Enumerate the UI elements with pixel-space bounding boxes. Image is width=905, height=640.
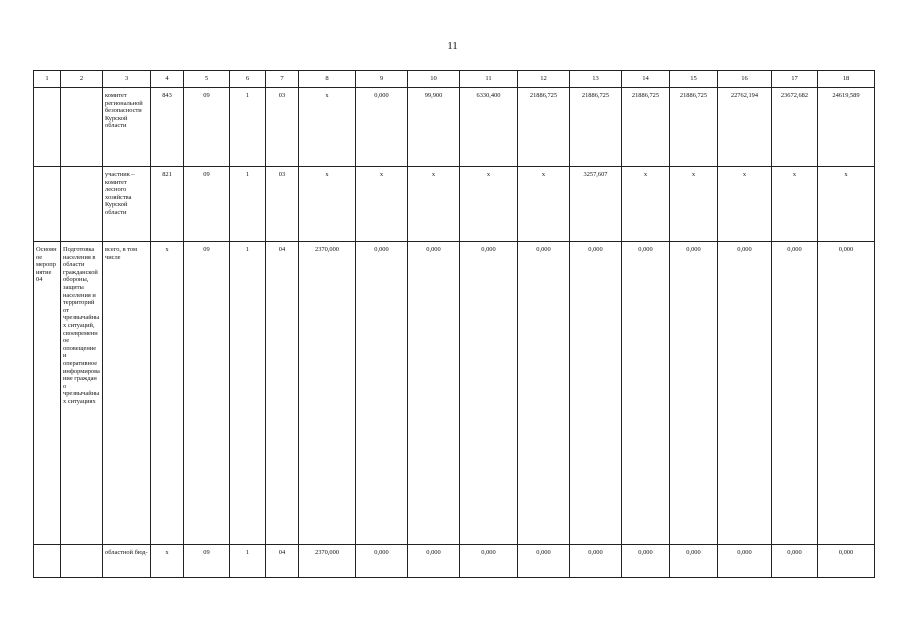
table-cell: 6330,400 xyxy=(460,88,518,167)
table-cell: x xyxy=(151,242,184,545)
table-cell: x xyxy=(408,167,460,242)
column-header: 9 xyxy=(356,71,408,88)
table-cell: всего, в том числе xyxy=(103,242,151,545)
table-cell: 0,000 xyxy=(718,242,772,545)
table-cell: 0,000 xyxy=(718,545,772,578)
table-row xyxy=(34,242,875,545)
table-cell: 09 xyxy=(184,167,230,242)
table-cell: 2370,000 xyxy=(299,545,356,578)
table-cell: 0,000 xyxy=(772,545,818,578)
table-cell: 0,000 xyxy=(570,242,622,545)
table-cell: 0,000 xyxy=(622,545,670,578)
table-cell xyxy=(61,88,103,167)
column-header: 17 xyxy=(772,71,818,88)
table-row xyxy=(34,88,875,167)
table-cell: x xyxy=(518,167,570,242)
table-cell: 1 xyxy=(230,167,266,242)
table-cell: x xyxy=(460,167,518,242)
table-cell: 03 xyxy=(266,167,299,242)
table-cell: 21886,725 xyxy=(622,88,670,167)
table-cell: x xyxy=(356,167,408,242)
table-cell xyxy=(61,167,103,242)
table-cell: 0,000 xyxy=(356,242,408,545)
table-cell: x xyxy=(151,545,184,578)
table-cell: 0,000 xyxy=(356,545,408,578)
table-cell: 0,000 xyxy=(570,545,622,578)
column-header: 7 xyxy=(266,71,299,88)
table-cell: 21886,725 xyxy=(570,88,622,167)
column-header: 8 xyxy=(299,71,356,88)
column-header: 6 xyxy=(230,71,266,88)
column-header: 14 xyxy=(622,71,670,88)
table-cell: 03 xyxy=(266,88,299,167)
table-cell: 09 xyxy=(184,242,230,545)
table-cell: x xyxy=(718,167,772,242)
column-header: 4 xyxy=(151,71,184,88)
column-header: 10 xyxy=(408,71,460,88)
table-cell: 843 xyxy=(151,88,184,167)
table-cell: 99,900 xyxy=(408,88,460,167)
column-header: 2 xyxy=(61,71,103,88)
table-cell xyxy=(34,88,61,167)
table-cell: 21886,725 xyxy=(670,88,718,167)
table-cell: 09 xyxy=(184,545,230,578)
table-cell: 0,000 xyxy=(356,88,408,167)
column-header: 16 xyxy=(718,71,772,88)
table-cell: x xyxy=(299,88,356,167)
table-cell: 0,000 xyxy=(818,545,875,578)
table-cell: x xyxy=(772,167,818,242)
table-row xyxy=(34,167,875,242)
column-header: 15 xyxy=(670,71,718,88)
header-row xyxy=(34,71,875,88)
table-cell: Основное мероприятие 04 xyxy=(34,242,61,545)
table-cell: 1 xyxy=(230,88,266,167)
page-number: 11 xyxy=(447,40,458,52)
table-cell: 0,000 xyxy=(518,545,570,578)
table-cell: 23672,682 xyxy=(772,88,818,167)
table-cell: 0,000 xyxy=(408,545,460,578)
table-cell: 04 xyxy=(266,545,299,578)
table-cell: x xyxy=(299,167,356,242)
table-cell: 3257,607 xyxy=(570,167,622,242)
table-cell: 0,000 xyxy=(518,242,570,545)
budget-table xyxy=(33,70,875,578)
table-cell: x xyxy=(622,167,670,242)
table-cell: x xyxy=(818,167,875,242)
table-cell: областной бюд- xyxy=(103,545,151,578)
table-cell: 0,000 xyxy=(670,545,718,578)
column-header: 18 xyxy=(818,71,875,88)
table-cell: 21886,725 xyxy=(518,88,570,167)
table-cell: 0,000 xyxy=(460,545,518,578)
table-cell: комитет региональной безопасности Курской области xyxy=(103,88,151,167)
table-cell xyxy=(34,545,61,578)
table-cell: 2370,000 xyxy=(299,242,356,545)
table-cell: 09 xyxy=(184,88,230,167)
table-cell: 1 xyxy=(230,545,266,578)
column-header: 12 xyxy=(518,71,570,88)
table-cell: 0,000 xyxy=(460,242,518,545)
table-cell: 1 xyxy=(230,242,266,545)
table-cell: 04 xyxy=(266,242,299,545)
table-cell: 24619,589 xyxy=(818,88,875,167)
table-cell: участник – комитет лесного хозяйства Курской области xyxy=(103,167,151,242)
table-cell: 0,000 xyxy=(670,242,718,545)
column-header: 1 xyxy=(34,71,61,88)
table-cell: 0,000 xyxy=(622,242,670,545)
column-header: 13 xyxy=(570,71,622,88)
table-cell: x xyxy=(670,167,718,242)
table-cell: 821 xyxy=(151,167,184,242)
table-cell: 0,000 xyxy=(818,242,875,545)
table-cell xyxy=(61,545,103,578)
table-row xyxy=(34,545,875,578)
table-cell xyxy=(34,167,61,242)
table-cell: Подготовка населения в области гражданской обороны, защиты населения и территорий от чрезвычайных ситуаций, своевременное оповещение и оперативное информирование граждан о чрезвычайных ситуациях xyxy=(61,242,103,545)
table-cell: 22762,194 xyxy=(718,88,772,167)
table-cell: 0,000 xyxy=(772,242,818,545)
column-header: 3 xyxy=(103,71,151,88)
table-cell: 0,000 xyxy=(408,242,460,545)
column-header: 5 xyxy=(184,71,230,88)
column-header: 11 xyxy=(460,71,518,88)
